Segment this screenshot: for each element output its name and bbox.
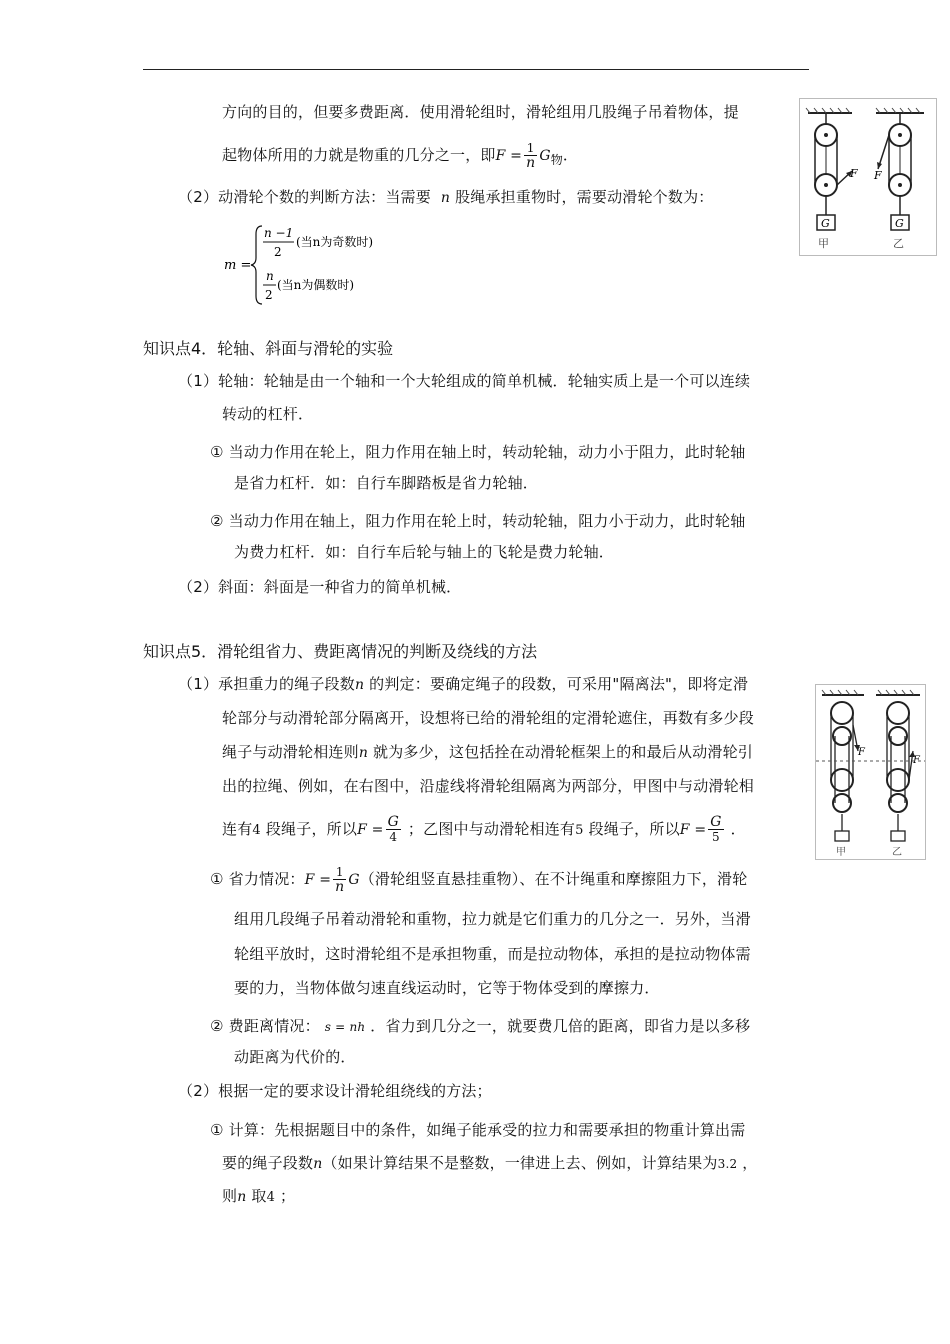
text-line: 则n 取4 ； [222, 1187, 296, 1205]
text-line: 轮部分与动滑轮部分隔离开，设想将已给的滑轮组的定滑轮遮住，再数有多少段 [222, 709, 755, 727]
text-line: 方向的目的，但要多费距离．使用滑轮组时，滑轮组用几股绳子吊着物体，提 [222, 103, 739, 121]
svg-text:F: F [874, 169, 882, 182]
svg-text:G: G [895, 217, 904, 230]
svg-text:n −1: n −1 [264, 226, 294, 240]
svg-text:G: G [821, 217, 830, 230]
piecewise-formula [224, 220, 424, 310]
pulley-figure-top [799, 98, 937, 256]
text-line: 为费力杠杆．如：自行车后轮与轴上的飞轮是费力轮轴． [234, 543, 615, 561]
text-line: ② 费距离情况： s = nh ．省力到几分之一，就要费几倍的距离，即省力是以多移 [210, 1017, 751, 1035]
text-line: ① 省力情况：F = $\frac{1}{n}$ G（滑轮组竖直悬挂重物）、在不计绳重和摩擦阻力下，滑轮 [210, 865, 748, 895]
svg-text:F: F [913, 755, 920, 766]
header-rule [143, 69, 809, 70]
text-line: 要的绳子段数n（如果计算结果不是整数，一律进上去、例如，计算结果为3.2 ， [222, 1154, 758, 1172]
svg-text:2: 2 [265, 288, 273, 302]
section-heading: 知识点4．轮轴、斜面与滑轮的实验 [143, 339, 394, 358]
text-line: 是省力杠杆．如：自行车脚踏板是省力轮轴． [234, 474, 539, 492]
brace [251, 226, 262, 304]
pulley-diagram [800, 99, 936, 255]
text-line: 起物体所用的力就是物重的几分之一，即F = $\frac{1}{n}$ $G_物$． [222, 141, 579, 171]
text-line: ① 当动力作用在轮上，阻力作用在轴上时，转动轮轴，动力小于阻力，此时轮轴 [210, 443, 746, 461]
text-line: （1）承担重力的绳子段数n 的判定：要确定绳子的段数，可采用"隔离法"，即将定滑 [178, 675, 749, 693]
text-line: （2）根据一定的要求设计滑轮组绕线的方法； [178, 1082, 492, 1100]
text-line: ① 计算：先根据题目中的条件，如绳子能承受的拉力和需要承担的物重计算出需 [210, 1121, 746, 1139]
text-line: 出的拉绳、例如，在右图中，沿虚线将滑轮组隔离为两部分，甲图中与动滑轮相 [222, 777, 755, 795]
svg-text:甲: 甲 [818, 237, 829, 250]
text-line: （2）动滑轮个数的判断方法：当需要 n 股绳承担重物时，需要动滑轮个数为： [178, 188, 714, 206]
section-heading: 知识点5．滑轮组省力、费距离情况的判断及绕线的方法 [143, 642, 538, 661]
svg-text:乙: 乙 [893, 237, 904, 250]
svg-text:F: F [850, 167, 858, 180]
svg-text:n: n [266, 269, 274, 283]
text-line: 轮组平放时，这时滑轮组不是承担物重，而是拉动物体，承担的是拉动物体需 [234, 945, 751, 963]
svg-text:(当n为偶数时): (当n为偶数时) [277, 278, 355, 292]
text-line: 组用几段绳子吊着动滑轮和重物，拉力就是它们重力的几分之一．另外，当滑 [234, 910, 751, 928]
text-line: 连有4 段绳子，所以F = $\frac{G}{4}$ ；乙图中与动滑轮相连有5 段绳子，所以F = $\frac{G}{5}$ ． [222, 814, 746, 844]
svg-text:甲: 甲 [836, 847, 846, 858]
text-line: 绳子与动滑轮相连则n 就为多少，这包括拴在动滑轮框架上的和最后从动滑轮引 [222, 743, 754, 761]
text-line: ② 当动力作用在轴上，阻力作用在轮上时，转动轮轴，阻力小于动力，此时轮轴 [210, 512, 746, 530]
svg-text:(当n为奇数时): (当n为奇数时) [296, 235, 374, 249]
text-line: 转动的杠杆． [222, 405, 314, 423]
fraction-1-n: $\frac{1}{n}$ [335, 865, 345, 895]
svg-text:乙: 乙 [892, 847, 902, 858]
svg-text:2: 2 [274, 245, 282, 259]
fraction-G-4: $\frac{G}{4}$ [387, 814, 399, 844]
pulley-figure-mid [815, 684, 926, 860]
text-line: （2）斜面：斜面是一种省力的简单机械． [178, 578, 462, 596]
svg-text:F: F [858, 747, 865, 758]
text-line: 要的力，当物体做匀速直线运动时，它等于物体受到的摩擦力． [234, 979, 660, 997]
fraction-G-5: $\frac{G}{5}$ [710, 814, 722, 844]
text-line: 动距离为代价的． [234, 1048, 356, 1066]
text-line: （1）轮轴：轮轴是由一个轴和一个大轮组成的简单机械．轮轴实质上是一个可以连续 [178, 372, 751, 390]
pulley-diagram [816, 685, 925, 859]
svg-text:m =: m = [224, 258, 252, 273]
fraction-1-n: $\frac{1}{n}$ [526, 141, 536, 171]
formula-F: F = [495, 148, 523, 164]
